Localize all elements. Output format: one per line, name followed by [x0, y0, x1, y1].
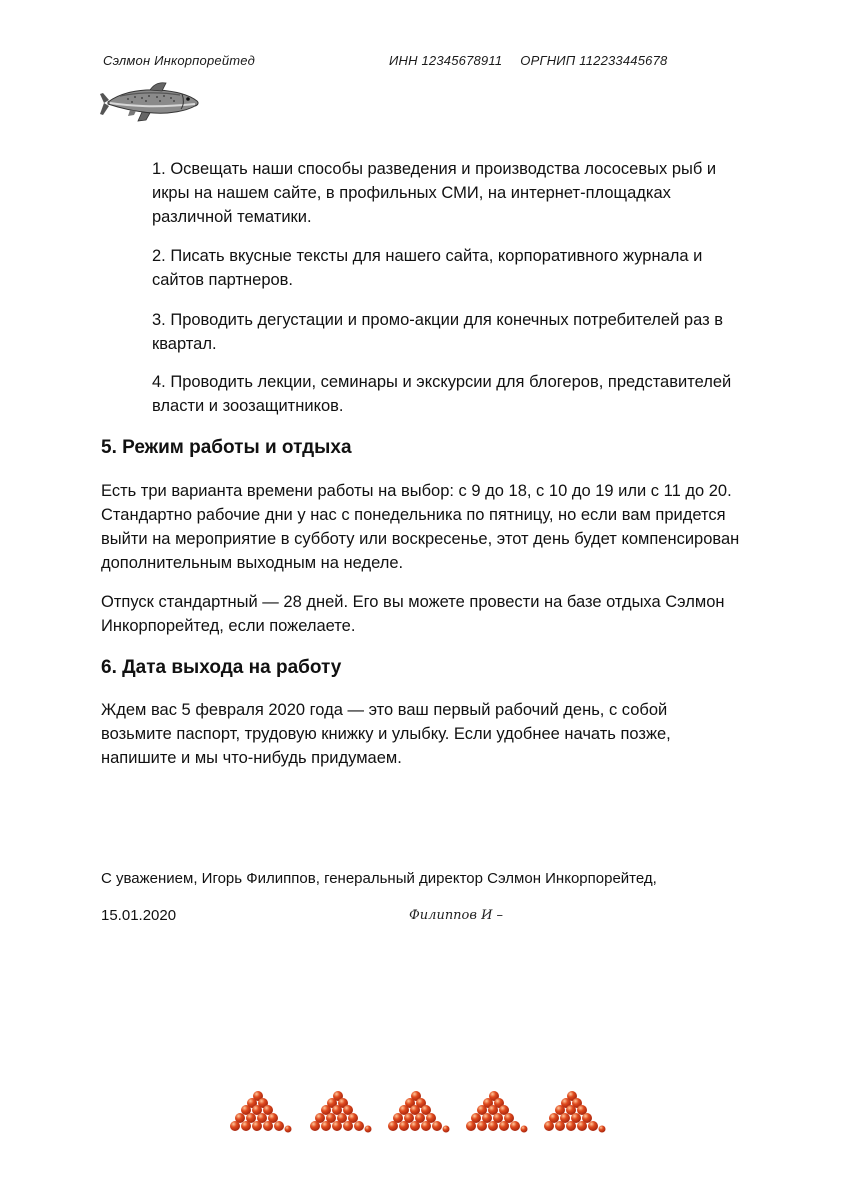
- caviar-pile-icon: [230, 1091, 292, 1133]
- task-item: 4. Проводить лекции, семинары и экскурсии для блогеров, представителей власти и зоозащитников.: [152, 373, 732, 415]
- paragraph: Отпуск стандартный — 28 дней. Его вы можете провести на базе отдыха Сэлмон Инкорпорейтед, если пожелаете.: [101, 593, 725, 635]
- caviar-pile-icon: [544, 1091, 606, 1133]
- caviar-pile-icon: [310, 1091, 372, 1133]
- caviar-pile-icon: [388, 1091, 450, 1133]
- section-heading: 5. Режим работы и отдыха: [101, 437, 352, 458]
- salmon-fish-icon: [100, 80, 202, 126]
- section-heading: 6. Дата выхода на работу: [101, 657, 342, 678]
- task-item: 3. Проводить дегустации и промо-акции для конечных потребителей раз в квартал.: [152, 311, 723, 353]
- company-ids: [389, 53, 667, 68]
- paragraph: Есть три варианта времени работы на выбор: с 9 до 18, с 10 до 19 или с 11 до 20. Стандартно рабочие дни у нас с понедельника по пятницу, но если вам придется выйти на мероприятие в субботу или воскресенье, этот день будет компенсирован дополнительным выходным на неделе.: [101, 482, 740, 572]
- signature-closing: С уважением, Игорь Филиппов, генеральный директор Сэлмон Инкорпорейтед,: [101, 870, 657, 887]
- handwritten-signature: Филиппов И –: [409, 908, 504, 923]
- inn-number: ИНН 12345678911: [389, 53, 503, 68]
- paragraph: Ждем вас 5 февраля 2020 года — это ваш первый рабочий день, с собой возьмите паспорт, трудовую книжку и улыбку. Если удобнее начать позже, напишите и мы что-нибудь придумаем.: [101, 701, 671, 767]
- caviar-decoration-row: [226, 1088, 616, 1138]
- company-name: Сэлмон Инкорпорейтед: [103, 53, 255, 68]
- task-item: 2. Писать вкусные тексты для нашего сайта, корпоративного журнала и сайтов партнеров.: [152, 247, 703, 289]
- ogrnip-number: ОРГНИП 112233445678: [520, 53, 668, 68]
- signature-date: 15.01.2020: [101, 907, 177, 924]
- task-item: 1. Освещать наши способы разведения и производства лососевых рыб и икры на нашем сайте, в профильных СМИ, на интернет-площадках различной тематики.: [152, 160, 717, 226]
- caviar-pile-icon: [466, 1091, 528, 1133]
